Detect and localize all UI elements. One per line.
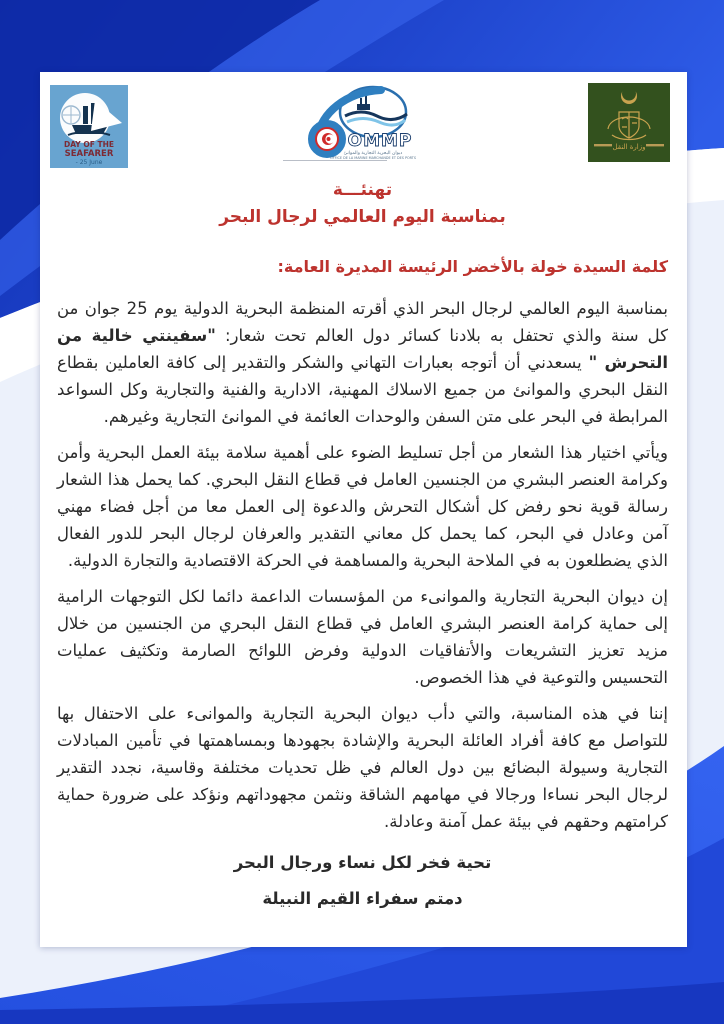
seafarer-logo-line1: DAY OF THE <box>64 140 114 149</box>
paragraph-1 <box>57 295 668 430</box>
paragraph-3: إن ديوان البحرية التجارية والموانىء من المؤسسات الداعمة دائما لكل التوجهات الرامية إلى حماية كرامة العنصر البشري العامل في قطاع النقل البحري من الجنسين من خلال مزيد تعزيز التشريعات والأتفاقيات الدولية وفرض اللوائح الصارمة وتكثيف عمليات التحسيس والتوعية في هذا الخصوص. <box>57 587 668 687</box>
paragraph-1-slogan: "سفينتي خالية من التحرش " <box>57 326 668 372</box>
letterhead-divider-line <box>283 160 387 161</box>
document-page <box>40 72 687 947</box>
closing-line-1: تحية فخر لكل نساء ورجال البحر <box>233 853 492 872</box>
ministry-caption: وزارة النقل <box>612 143 646 151</box>
ministry-transport-logo <box>588 83 670 162</box>
paragraph-1-after: يسعدني أن أتوجه بعبارات التهاني والشكر والتقدير إلى كافة العاملين بقطاع النقل البحري والموانئ من جميع الاسلاك المهنية، الادارية والفنية والتجارية وكل السواعد المرابطة في البحر على متن السفن والوحدات العائمة في الموانئ التجارية وغيرهم. <box>57 353 668 426</box>
gold-rule-left <box>594 144 612 146</box>
letter-title-line1: تهنئـــة <box>332 180 393 200</box>
paragraph-1-before: بمناسبة اليوم العالمي لرجال البحر الذي أقرته المنظمة البحرية الدولية يوم 25 جوان من كل سنة والذي تحتفل به بلادنا كسائر دول العالم تحت شعار: <box>57 299 668 345</box>
paragraph-4: إننا في هذه المناسبة، والتي دأب ديوان البحرية التجارية والموانىء على الاحتفال بها للتواصل مع كافة أفراد العائلة البحرية والإشادة بجهودها وبمساهمتها في تأمين المبادلات التجارية وسيولة البضائع بين دول العالم في ظل تحديات مختلفة وقاسية، نجدد التقدير لرجال البحر نساءا ورجالا في مهامهم الشاقة ونثمن مجهوداتهم ونؤكد على ضرورة حماية كرامتهم وحقهم في بيئة عمل آمنة وعادلة. <box>57 704 668 831</box>
speaker-heading: كلمة السيدة خولة بالأخضر الرئيسة المديرة العامة: <box>277 257 668 276</box>
seafarer-logo-line2: SEAFARER <box>64 149 114 159</box>
day-of-seafarer-logo <box>50 85 128 168</box>
gold-rule-right <box>646 144 664 146</box>
ommp-subtext-french: OFFICE DE LA MARINE MARCHANDE ET DES PORTS <box>329 156 417 160</box>
paragraph-2: ويأتي اختيار هذا الشعار من أجل تسليط الضوء على أهمية سلامة بيئة العمل البحرية وأمن وكرامة العنصر البشري من الجنسين العامل في قطاع النقل البحري. كما يحمل هذا الشعار رسالة قوية نحو رفض كل أشكال التحرش والدعوة إلى العمل معا من أجل فضاء مهني آمن وعادل في البحر، كما يحمل كل معاني التقدير والعرفان لرجال البحر للدور الفعال الذي يضطلعون به في الملاحة البحرية والمساهمة في الحركة الاقتصادية والتجارة الدولية. <box>57 443 668 570</box>
ommp-logo <box>295 84 425 160</box>
letter-body <box>57 178 668 911</box>
seafarer-logo-line3: - 25 June <box>75 159 103 166</box>
letter-title-line2: بمناسبة اليوم العالمي لرجال البحر <box>219 207 506 227</box>
ommp-acronym: OMMP <box>347 131 413 151</box>
ommp-subtext-arabic: ديوان البحرية التجارية والموانئ <box>343 151 403 156</box>
closing-line-2: دمتم سفراء القيم النبيلة <box>262 889 463 908</box>
